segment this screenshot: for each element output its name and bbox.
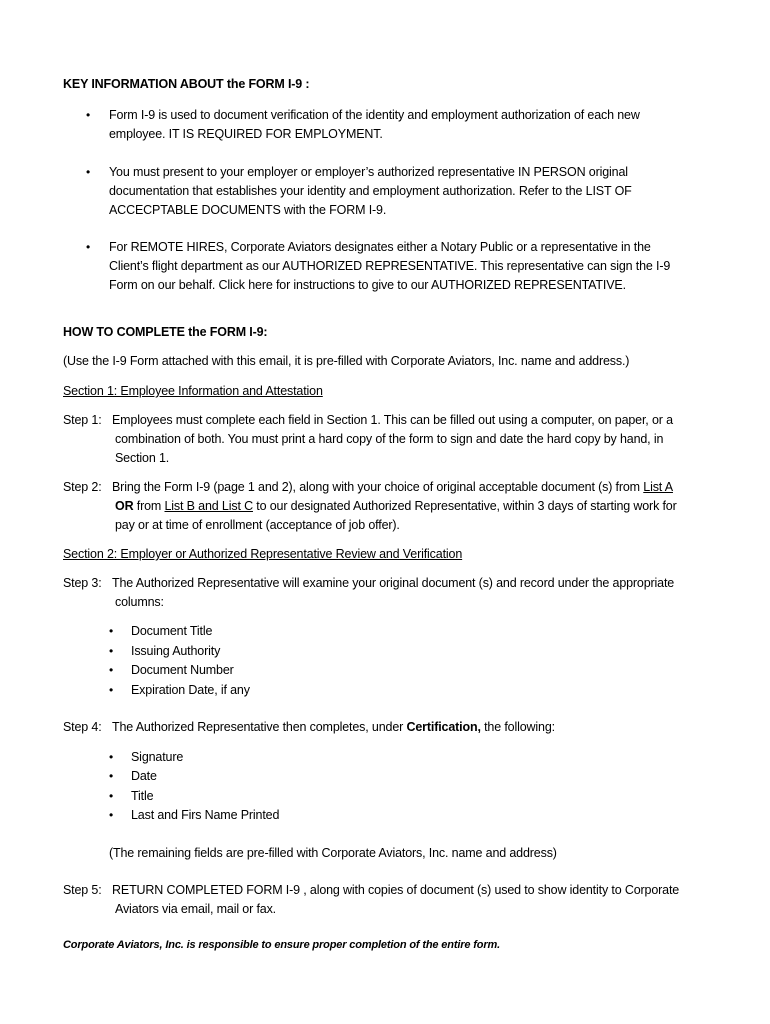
step-1-label: Step 1: (63, 413, 102, 427)
step-4-item: Title (131, 789, 154, 803)
list-b-and-c-link[interactable]: List B and List C (164, 499, 253, 513)
howto-note: (Use the I-9 Form attached with this email, it is pre-filled with Corporate Aviators, Inc. name and address.) (63, 354, 630, 368)
step-3-line-1: The Authorized Representative will examine your original document (s) and record under the appropriate (112, 576, 675, 590)
step-3-item: Document Number (131, 663, 234, 677)
step-4-line-1 (112, 718, 555, 737)
step-5-line-1: RETURN COMPLETED FORM I-9 , along with copies of document (s) used to show identity to Corporate (112, 883, 680, 897)
step-5-line-2: Aviators via email, mail or fax. (115, 902, 276, 916)
bullet-glyph: • (86, 165, 91, 179)
bullet-glyph: • (109, 789, 114, 803)
footer-note: Corporate Aviators, Inc. is responsible to ensure proper completion of the entire form. (63, 939, 501, 951)
step-4-label: Step 4: (63, 720, 102, 734)
step-3-label: Step 3: (63, 576, 102, 590)
step-4-item: Last and Firs Name Printed (131, 808, 280, 822)
step-2-line-1-text: Bring the Form I-9 (page 1 and 2), along with your choice of original acceptable document (s) from (112, 480, 644, 494)
step-2-line-2-rest: to our designated Authorized Representative, within 3 days of starting work for (252, 499, 677, 513)
step-1-line-1: Employees must complete each field in Section 1. This can be filled out using a computer, on paper, or a (112, 413, 673, 427)
key-info-bullet-2-line-3: ACCECPTABLE DOCUMENTS with the FORM I-9. (109, 203, 387, 217)
key-info-bullet-1-line-2: employee. IT IS REQUIRED FOR EMPLOYMENT. (109, 127, 383, 141)
step-3-item: Issuing Authority (131, 644, 221, 658)
key-info-bullet-3-line-2: Client’s flight department as our AUTHORIZED REPRESENTATIVE. This representative can sign the I-9 (109, 259, 671, 273)
step-4-item: Signature (131, 750, 184, 764)
step-3-item: Document Title (131, 624, 213, 638)
step-2-line-1 (112, 478, 673, 497)
section-1-title: Section 1: Employee Information and Attestation (63, 384, 323, 398)
howto-heading: HOW TO COMPLETE the FORM I-9: (63, 325, 268, 339)
key-info-bullet-2-line-1: You must present to your employer or employer’s authorized representative IN PERSON original (109, 165, 628, 179)
bullet-glyph: • (109, 808, 114, 822)
step-4-note: (The remaining fields are pre-filled with Corporate Aviators, Inc. name and address) (109, 846, 557, 860)
key-info-bullet-3-line-1: For REMOTE HIRES, Corporate Aviators designates either a Notary Public or a representative in the (109, 240, 651, 254)
bullet-glyph: • (109, 624, 114, 638)
bullet-glyph: • (109, 769, 114, 783)
step-2-label: Step 2: (63, 480, 102, 494)
key-info-bullet-2-line-2: documentation that establishes your identity and employment authorization. Refer to the LIST OF (109, 184, 632, 198)
step-2-or: OR (115, 499, 134, 513)
step-2-from: from (133, 499, 165, 513)
step-3-line-2: columns: (115, 595, 164, 609)
bullet-glyph: • (109, 663, 114, 677)
step-4-text-before: The Authorized Representative then completes, under (112, 720, 407, 734)
step-3-item: Expiration Date, if any (131, 683, 250, 697)
step-2-line-2 (115, 497, 677, 516)
bullet-glyph: • (109, 750, 114, 764)
step-1-line-3: Section 1. (115, 451, 170, 465)
step-1-line-2: combination of both. You must print a hard copy of the form to sign and date the hard copy by hand, in (115, 432, 664, 446)
step-4-certification: Certification, (406, 720, 481, 734)
bullet-glyph: • (86, 240, 91, 254)
list-a-link[interactable]: List A (643, 480, 673, 494)
step-2-line-3: pay or at time of enrollment (acceptance of job offer). (115, 518, 400, 532)
step-5-label: Step 5: (63, 883, 102, 897)
section-2-title: Section 2: Employer or Authorized Representative Review and Verification (63, 547, 463, 561)
bullet-glyph: • (86, 108, 91, 122)
step-4-text-after: the following: (480, 720, 555, 734)
key-info-heading: KEY INFORMATION ABOUT the FORM I-9 : (63, 77, 310, 91)
key-info-bullet-1-line-1: Form I-9 is used to document verification of the identity and employment authorization of each new (109, 108, 640, 122)
bullet-glyph: • (109, 683, 114, 697)
bullet-glyph: • (109, 644, 114, 658)
step-4-item: Date (131, 769, 157, 783)
key-info-bullet-3-line-3: Form on our behalf. Click here for instructions to give to our AUTHORIZED REPRESENTATIVE. (109, 278, 626, 292)
